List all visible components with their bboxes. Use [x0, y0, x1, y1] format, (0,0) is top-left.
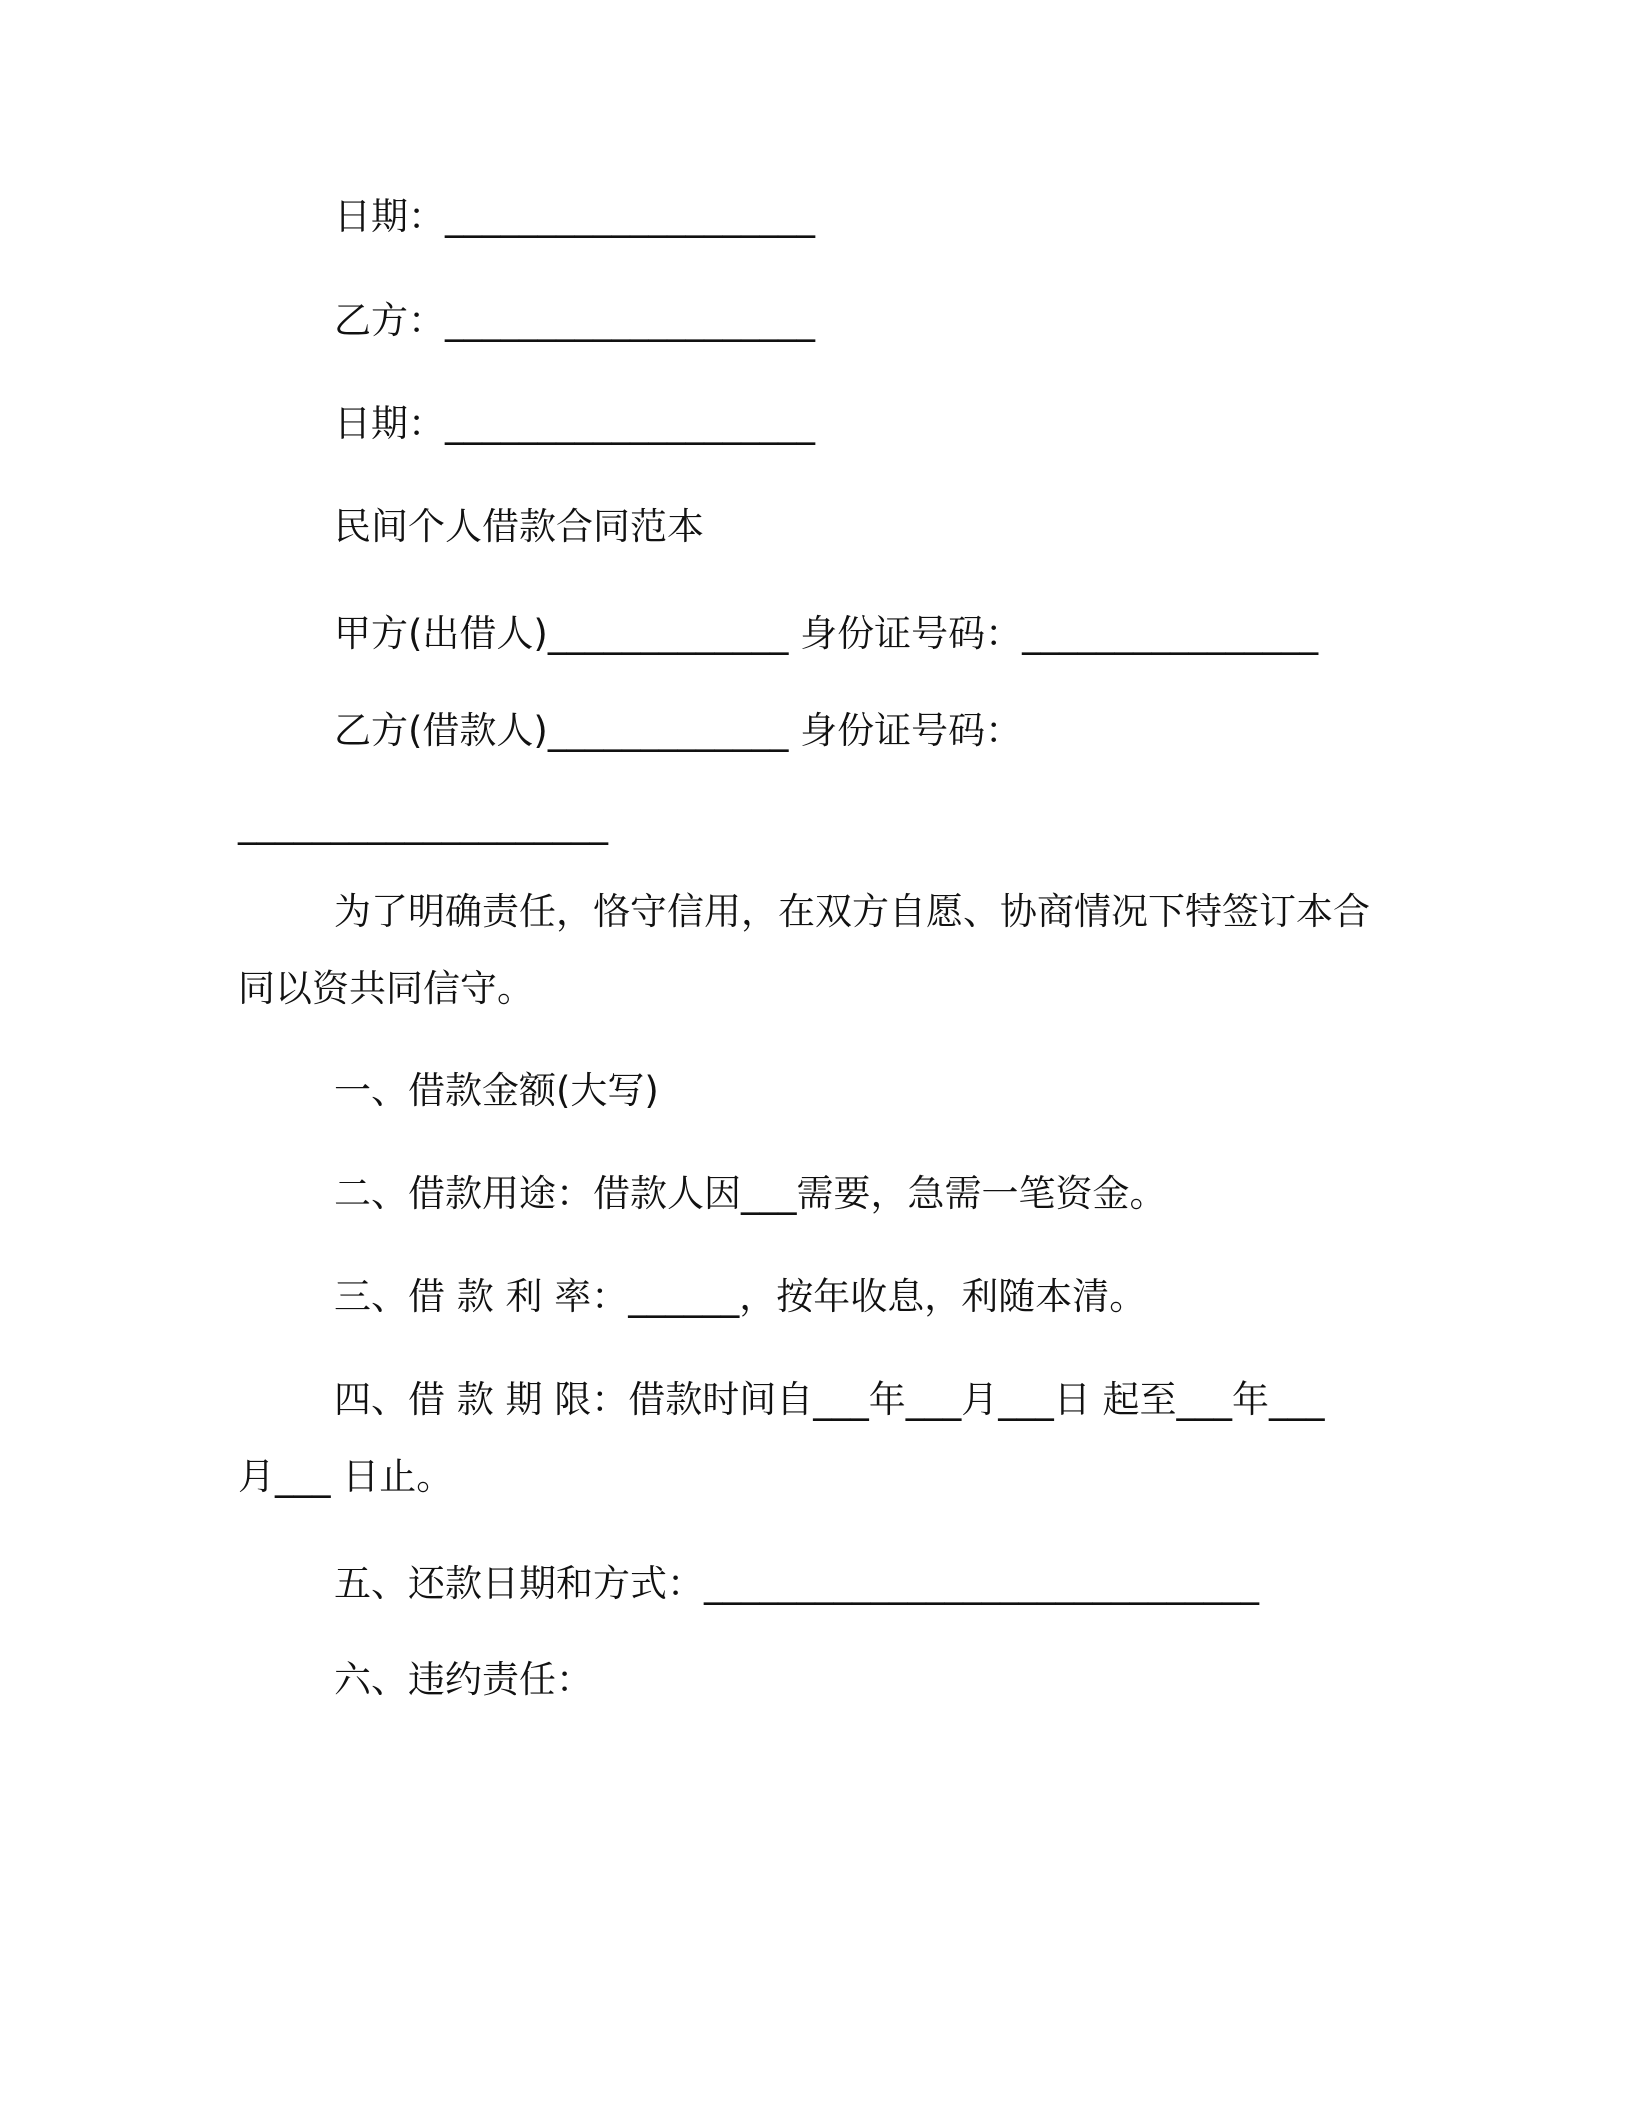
clause-1-loan-amount: 一、借款金额(大写) [334, 1069, 659, 1112]
clause-3-interest-rate: 三、借 款 利 率：______，按年收息，利随本清。 [334, 1275, 1147, 1318]
signature-date-line-2: 日期：____________________ [334, 402, 815, 445]
signature-date-line: 日期：____________________ [334, 195, 815, 238]
clause-2-loan-purpose: 二、借款用途：借款人因___需要，急需一笔资金。 [334, 1172, 1167, 1215]
contract-title: 民间个人借款合同范本 [334, 505, 704, 548]
clause-6-liability: 六、违约责任： [334, 1658, 593, 1701]
preamble-line-1: 为了明确责任，恪守信用，在双方自愿、协商情况下特签订本合 [334, 890, 1370, 933]
lender-line: 甲方(出借人)_____________ 身份证号码：________________ [334, 612, 1319, 655]
clause-5-repayment: 五、还款日期和方式：______________________________ [334, 1562, 1259, 1605]
clause-4-loan-term-line-1: 四、借 款 期 限：借款时间自___年___月___日 起至___年___ [334, 1378, 1325, 1421]
signature-party-b-line: 乙方：____________________ [334, 299, 815, 342]
borrower-line: 乙方(借款人)_____________ 身份证号码： [334, 709, 1023, 752]
clause-4-loan-term-line-2: 月___ 日止。 [238, 1455, 454, 1498]
preamble-line-2: 同以资共同信守。 [238, 967, 534, 1010]
borrower-id-blank: ____________________ [238, 802, 608, 845]
